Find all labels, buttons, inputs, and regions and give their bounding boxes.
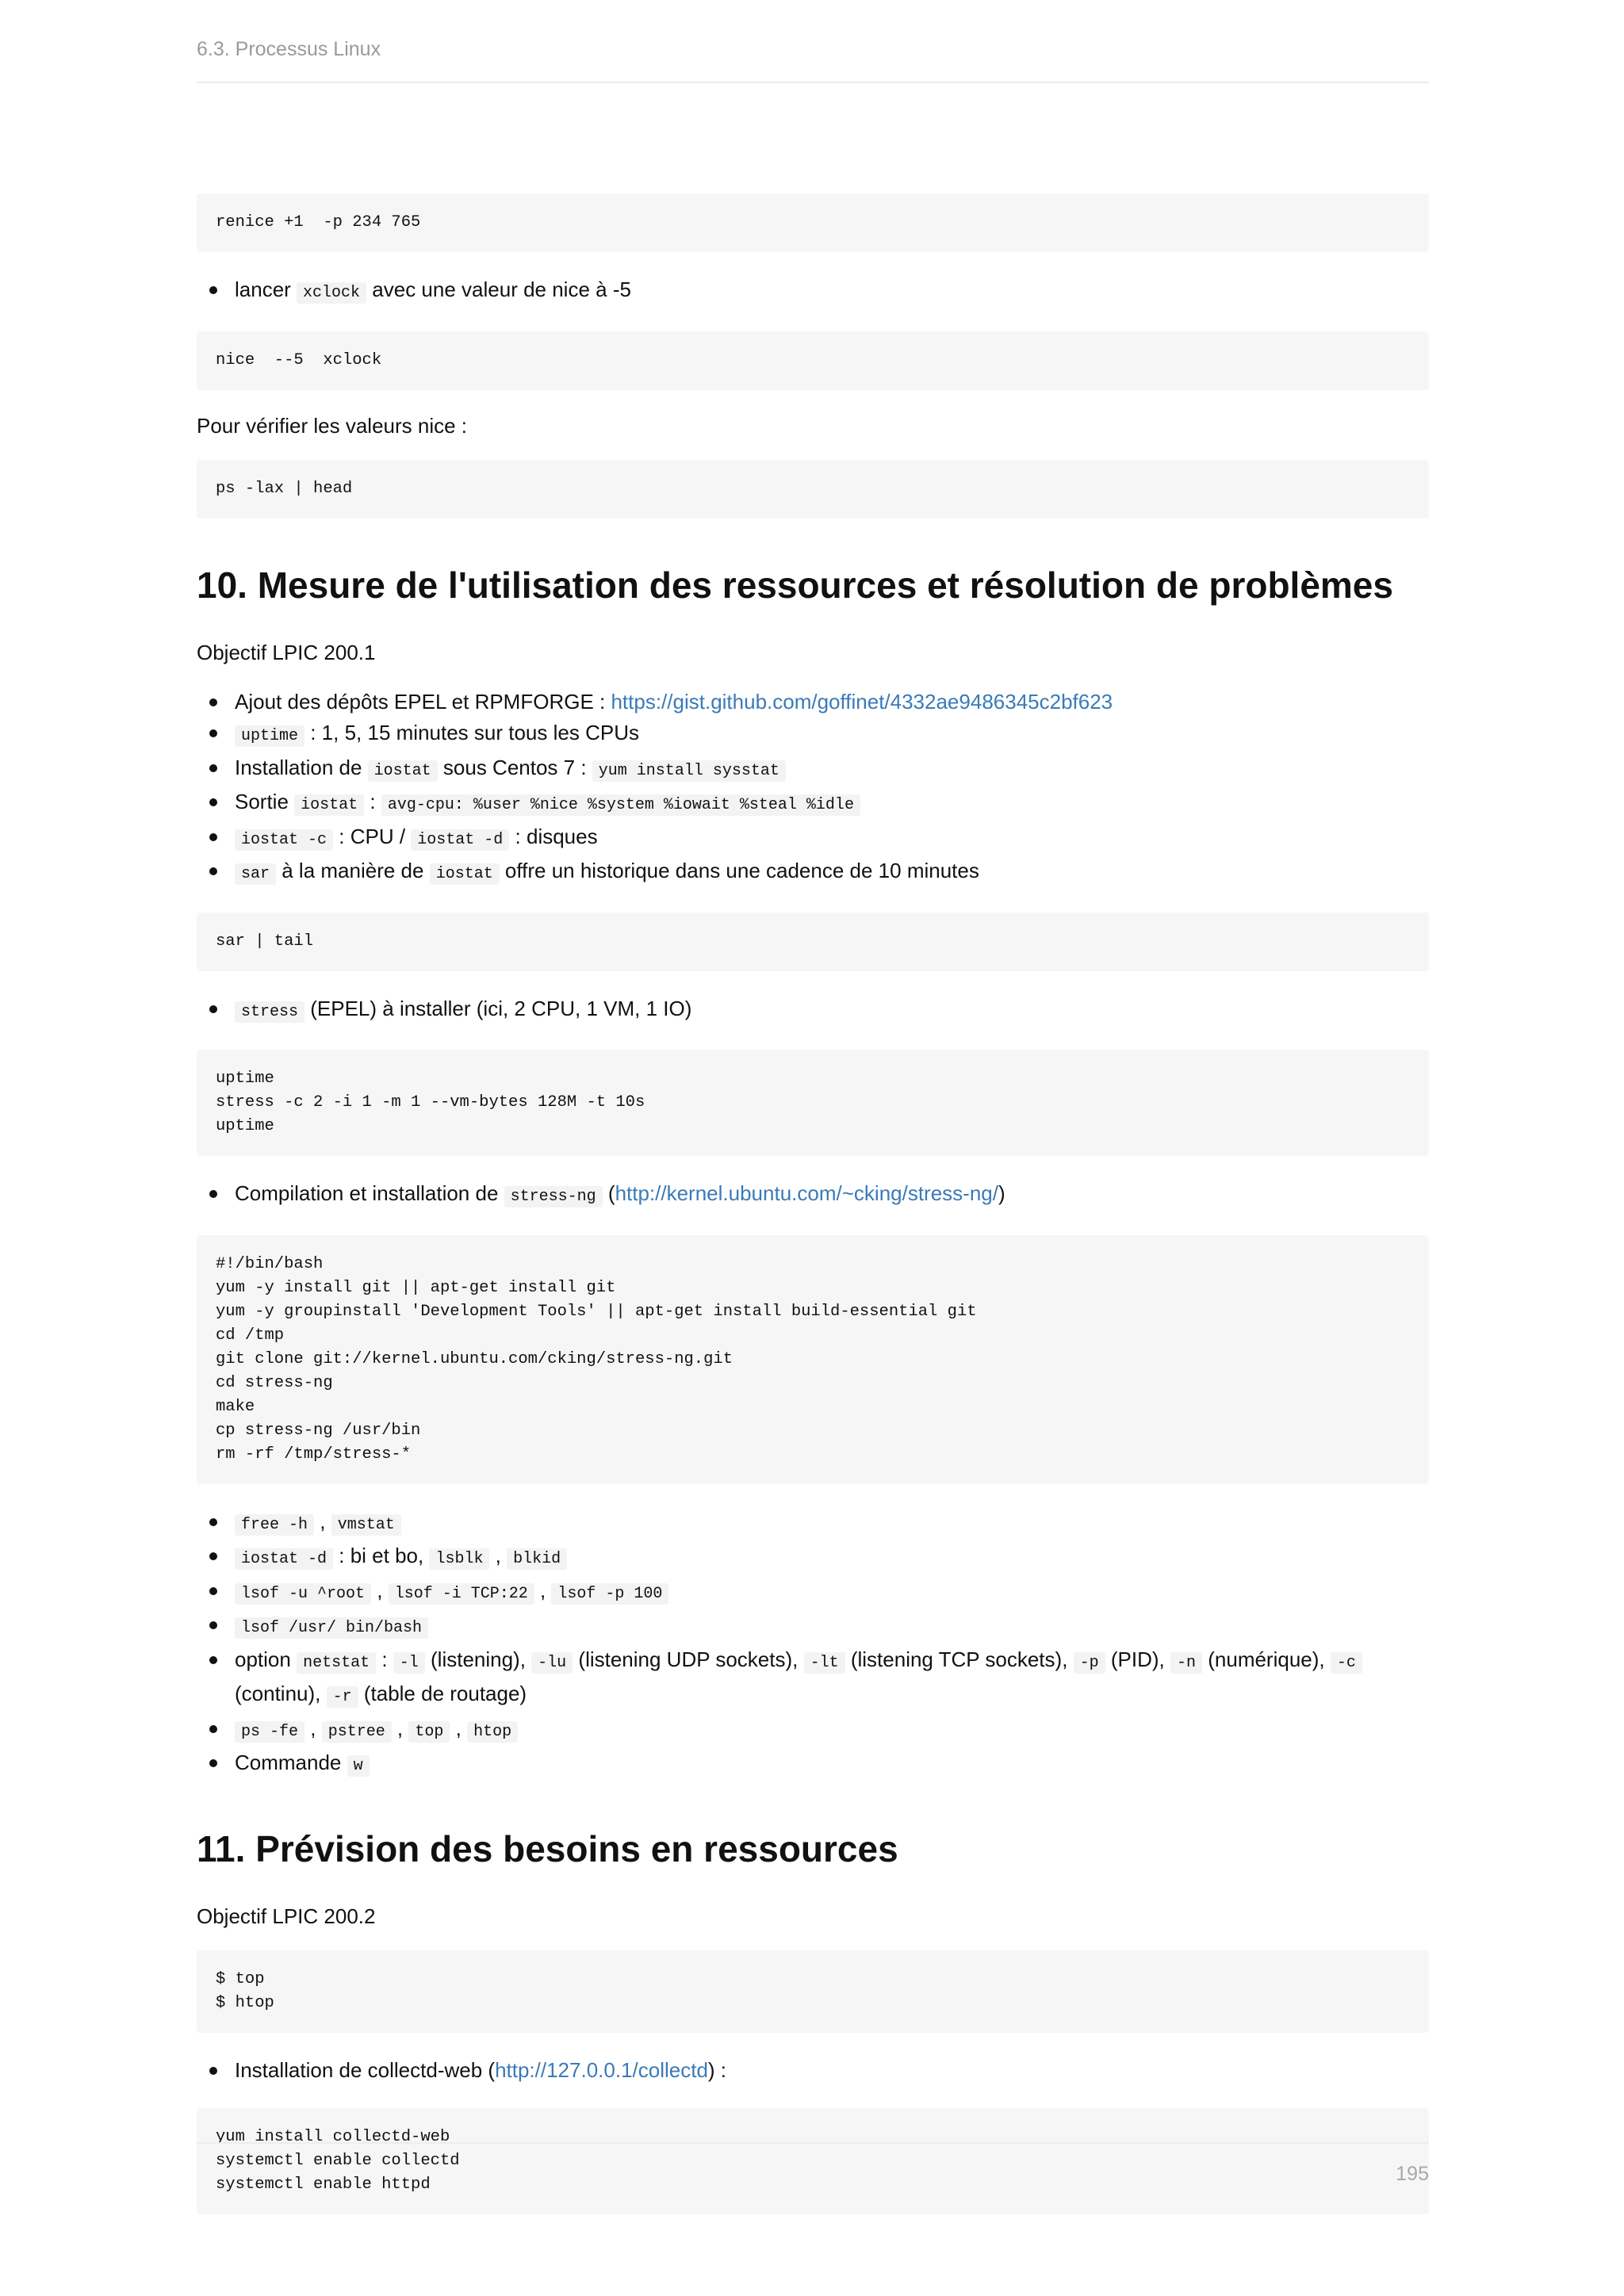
inline-code: yum install sysstat [592,760,786,782]
inline-code: -c [1331,1652,1362,1674]
code-line: $ htop [216,1993,274,2012]
inline-code: xclock [297,282,366,304]
inline-code: w [347,1755,370,1777]
inline-code: pstree [322,1721,392,1743]
inline-code: -lt [804,1652,845,1674]
inline-code: iostat [430,863,500,885]
inline-code: iostat -c [235,829,333,851]
bullet-list-collectd [197,2055,1429,2087]
inline-code: stress [235,1001,304,1023]
code-line: make [216,1397,255,1416]
inline-code: -lu [531,1652,573,1674]
code-block-nice [197,331,1429,390]
section-10-list-2 [197,1506,1429,1782]
code-line: yum -y groupinstall 'Development Tools' || apt-get install build-essential git [216,1302,977,1321]
inline-code: sar [235,863,276,885]
code-line: cp stress-ng /usr/bin [216,1421,421,1440]
code-line: #!/bin/bash [216,1254,324,1273]
bullet-list-compile [197,1178,1429,1213]
list-item: uptime : 1, 5, 15 minutes sur tous les CPUs [235,718,1429,752]
inline-code: -n [1170,1652,1202,1674]
list-item: Ajout des dépôts EPEL et RPMFORGE : https://gist.github.com/goffinet/4332ae9486345c2bf623 [235,687,1429,718]
section-10-list-1 [197,687,1429,890]
section-10-heading: 10. Mesure de l'utilisation des ressources et résolution de problèmes [197,564,1393,606]
inline-code: ps -fe [235,1721,304,1743]
stress-ng-link[interactable]: http://kernel.ubuntu.com/~cking/stress-ng/ [615,1181,998,1205]
code-block-stress [197,1050,1429,1156]
collectd-link[interactable]: http://127.0.0.1/collectd [495,2057,708,2082]
inline-code: uptime [235,725,304,747]
code-line: uptime [216,1117,274,1135]
inline-code: lsof -i TCP:22 [389,1583,534,1605]
inline-code: iostat [294,794,364,816]
code-line: yum install collectd-web [216,2128,450,2146]
list-item: Sortie iostat : avg-cpu: %user %nice %system %iowait %steal %idle [235,786,1429,821]
inline-code: top [408,1721,450,1743]
code-line: git clone git://kernel.ubuntu.com/cking/stress-ng.git [216,1349,733,1368]
code-line: stress -c 2 -i 1 -m 1 --vm-bytes 128M -t 10s [216,1093,645,1112]
inline-code: htop [467,1721,518,1743]
list-item: iostat -d : bi et bo, lsblk , blkid [235,1540,1429,1575]
list-item: Installation de collectd-web (http://127.0.0.1/collectd) : [235,2055,1429,2087]
inline-code: iostat -d [235,1548,333,1570]
inline-code: netstat [297,1652,376,1674]
code-line: uptime [216,1070,274,1088]
list-item: Commande w [235,1747,1429,1782]
bullet-list-stress [197,993,1429,1028]
section-11-heading: 11. Prévision des besoins en ressources [197,1827,898,1869]
code-line: $ top [216,1969,265,1988]
inline-code: -p [1074,1652,1105,1674]
code-line: systemctl enable collectd [216,2152,460,2170]
inline-code: lsof /usr/ bin/bash [235,1617,428,1639]
code-block-stress-ng [197,1235,1429,1484]
section-10-objective: Objectif LPIC 200.1 [197,640,376,664]
list-item [235,1609,1429,1644]
section-11-objective: Objectif LPIC 200.2 [197,1904,376,1928]
code-block-renice [197,193,1429,252]
inline-code: lsof -u ^root [235,1583,371,1605]
code-line: renice +1 -p 234 765 [216,213,421,232]
inline-code: iostat -d [411,829,509,851]
code-line: systemctl enable httpd [216,2175,431,2194]
code-line: rm -rf /tmp/stress-* [216,1445,412,1464]
list-item: sar à la manière de iostat offre un historique dans une cadence de 10 minutes [235,855,1429,890]
list-item: Compilation et installation de stress-ng (http://kernel.ubuntu.com/~cking/stress-ng/) [235,1178,1429,1213]
footer-divider [197,2142,1429,2144]
inline-code: stress-ng [504,1186,603,1207]
running-header: 6.3. Processus Linux [197,38,1429,83]
code-block-sar [197,913,1429,971]
inline-code: -l [393,1652,425,1674]
code-block-ps [197,460,1429,519]
code-line: cd /tmp [216,1326,285,1345]
code-line: nice --5 xclock [216,350,382,369]
paragraph-verify-nice: Pour vérifier les valeurs nice : [197,413,468,438]
list-item: iostat -c : CPU / iostat -d : disques [235,821,1429,856]
page-number: 195 [1396,2163,1429,2185]
bullet-list-xclock [197,274,1429,309]
inline-code: lsblk [429,1548,489,1570]
code-block-collectd [197,2108,1429,2214]
inline-code: avg-cpu: %user %nice %system %iowait %steal %idle [381,794,860,816]
gist-link[interactable]: https://gist.github.com/goffinet/4332ae9486345c2bf623 [611,689,1113,714]
code-line: cd stress-ng [216,1373,333,1392]
list-item: Installation de iostat sous Centos 7 : yum install sysstat [235,752,1429,787]
list-item: free -h , vmstat [235,1506,1429,1541]
inline-code: -r [327,1686,358,1708]
inline-code: vmstat [331,1514,401,1536]
inline-code: iostat [368,760,438,782]
code-line: sar | tail [216,932,314,951]
code-line: ps -lax | head [216,479,353,498]
page-content [197,193,1429,2237]
code-line: yum -y install git || apt-get install git [216,1278,616,1297]
list-item: option netstat : -l (listening), -lu (listening UDP sockets), -lt (listening TCP sockets), -p (PID), -n (numérique), -c (continu), -r (table de routage) [235,1644,1429,1713]
list-item: lancer xclock avec une valeur de nice à -5 [235,274,1429,309]
code-block-top [197,1950,1429,2033]
inline-code: lsof -p 100 [551,1583,668,1605]
list-item: stress (EPEL) à installer (ici, 2 CPU, 1 VM, 1 IO) [235,993,1429,1028]
inline-code: free -h [235,1514,314,1536]
list-item: ps -fe , pstree , top , htop [235,1713,1429,1748]
inline-code: blkid [507,1548,567,1570]
list-item: lsof -u ^root , lsof -i TCP:22 , lsof -p 100 [235,1575,1429,1610]
